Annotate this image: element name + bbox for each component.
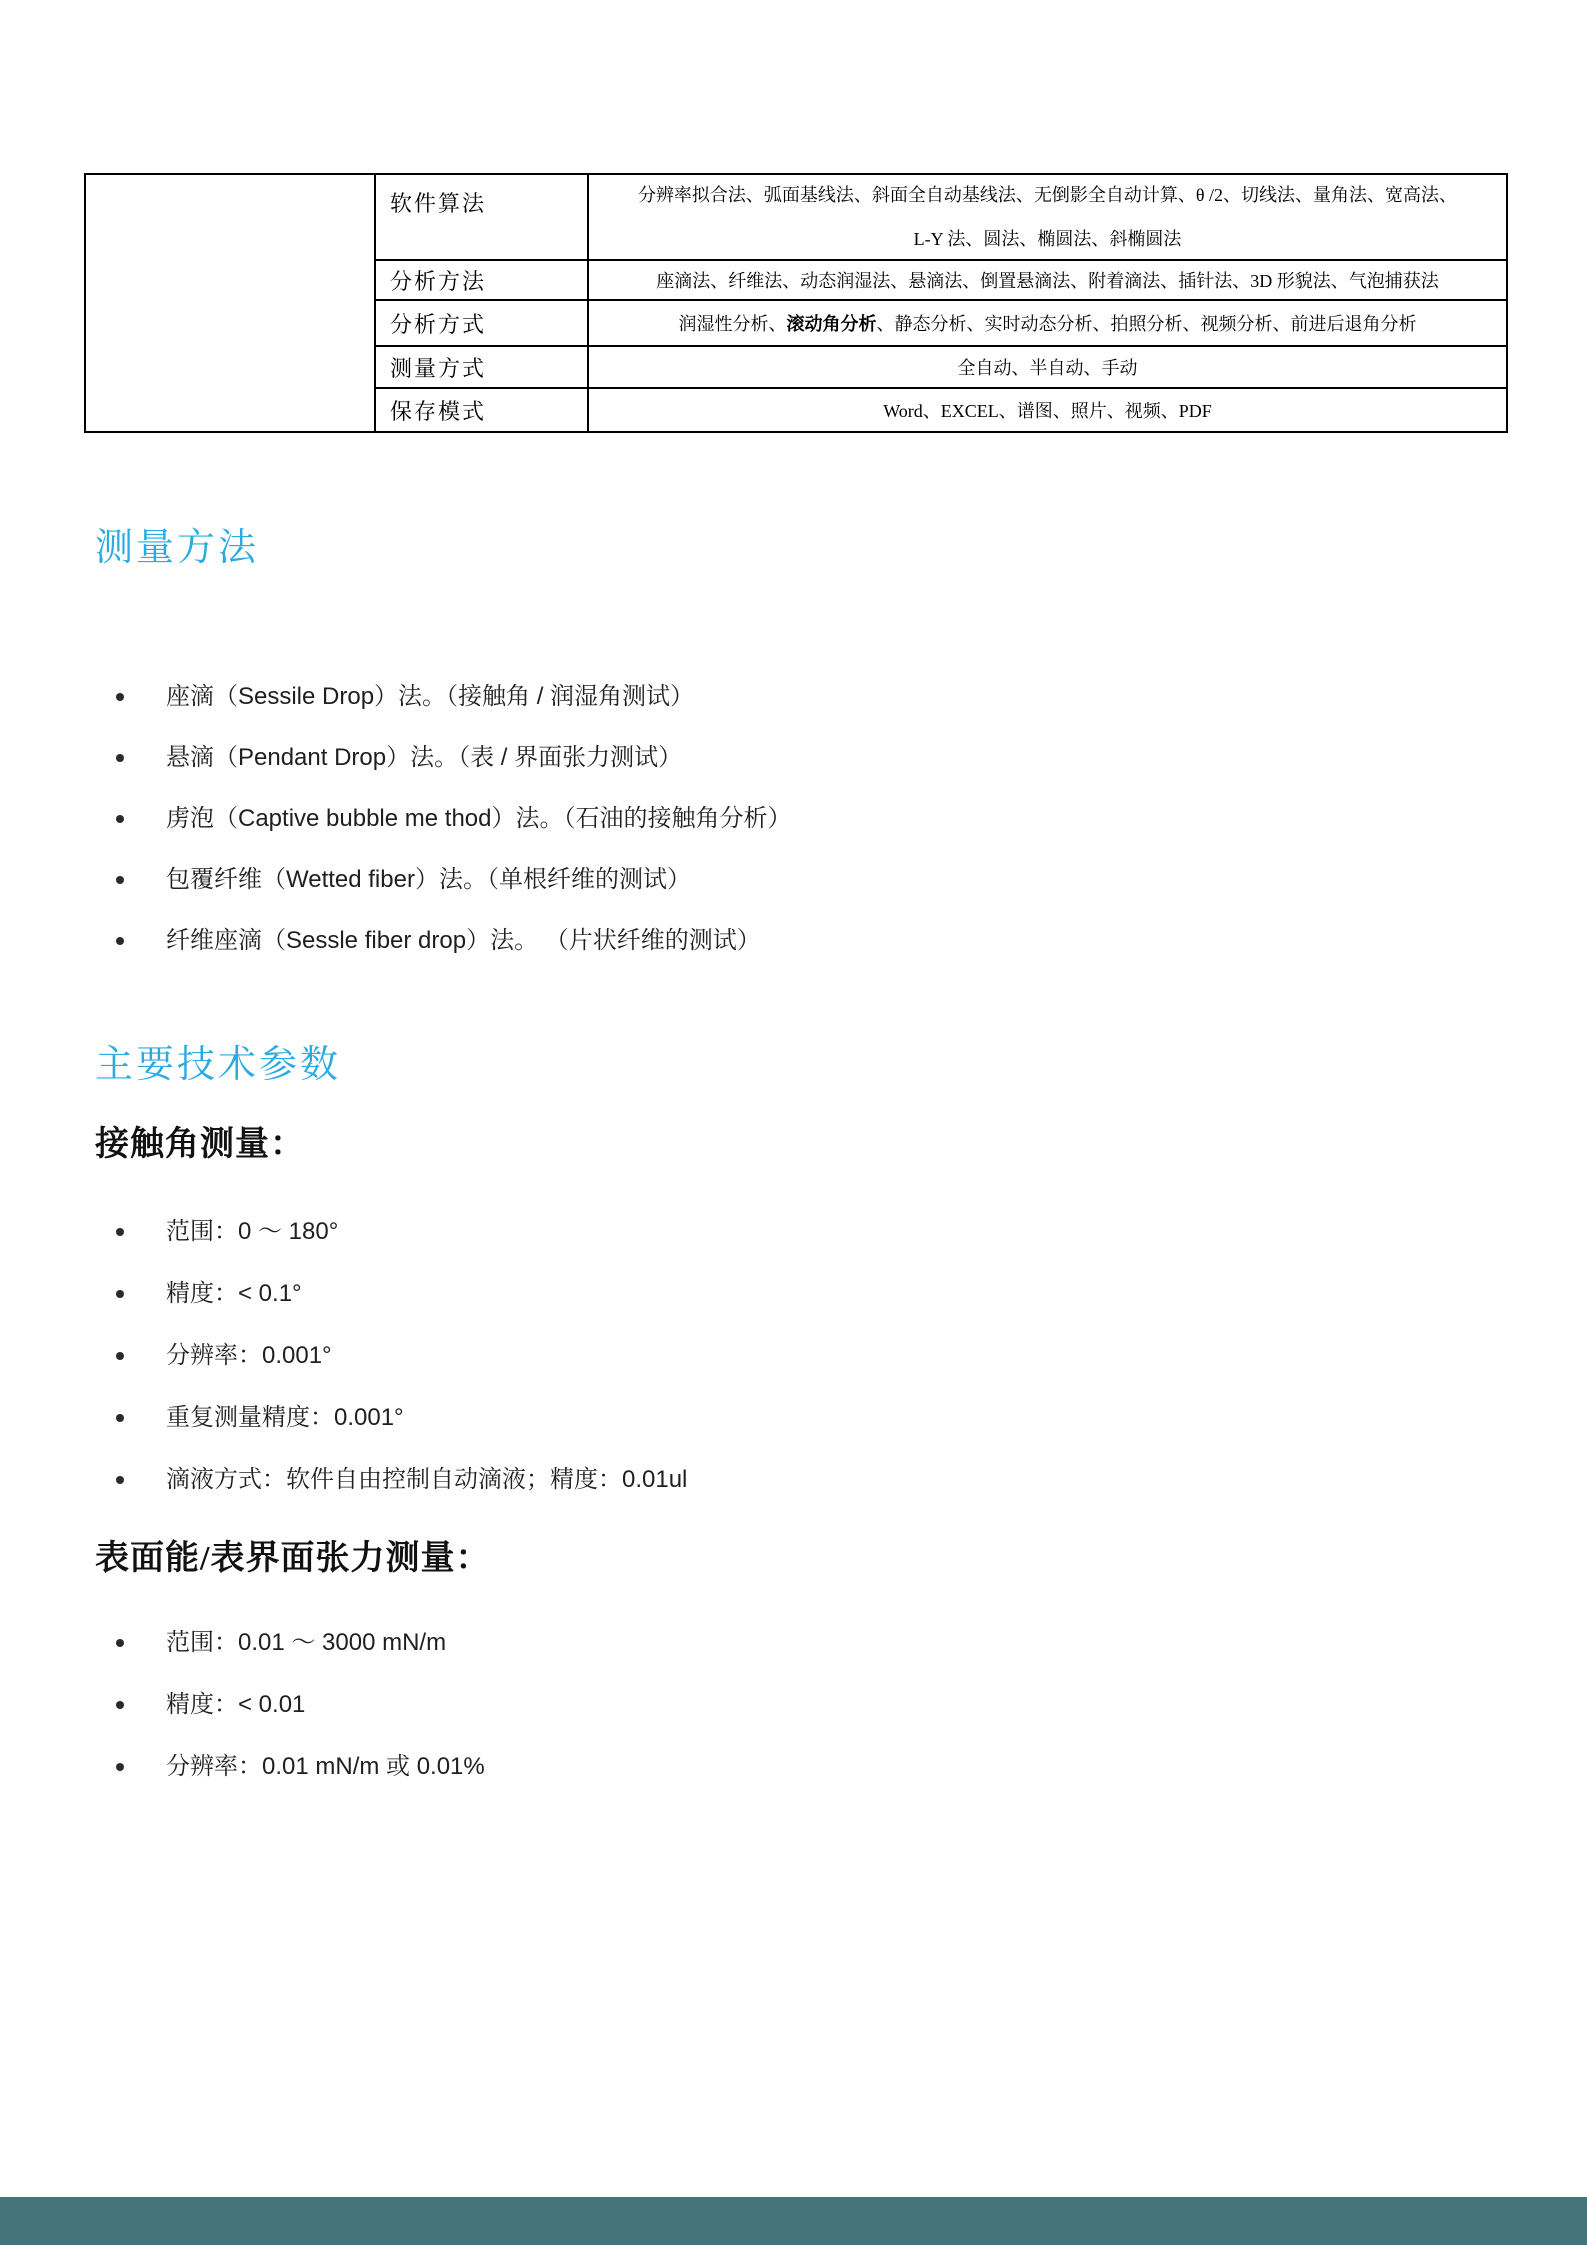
bullet-icon <box>116 1639 124 1647</box>
bullet-icon <box>116 1228 124 1236</box>
section-heading-technical-parameters: 主要技术参数 <box>95 1044 342 1086</box>
list-item: 重复测量精度：0.001° <box>116 1403 687 1433</box>
table-row-value-software-algorithms <box>587 175 1506 259</box>
list-item: 精度：< 0.1° <box>116 1279 687 1309</box>
bullet-icon <box>116 754 124 762</box>
table-value-line: 分辨率拟合法、弧面基线法、斜面全自动基线法、无倒影全自动计算、θ /2、切线法、量角法、宽高法、 <box>637 185 1458 205</box>
bullet-icon <box>116 693 124 701</box>
bullet-icon <box>116 1701 124 1709</box>
measurement-methods-list <box>116 682 792 987</box>
bullet-icon <box>116 1476 124 1484</box>
list-item: 精度：< 0.01 <box>116 1690 485 1720</box>
table-label: 测量方式 <box>390 355 487 381</box>
table-value: Word、EXCEL、谱图、照片、视频、PDF <box>883 401 1212 421</box>
bullet-icon <box>116 1352 124 1360</box>
table-row-value-save-modes <box>587 387 1506 431</box>
bullet-icon <box>116 1763 124 1771</box>
list-item: 包覆纤维（Wetted fiber）法。（单根纤维的测试） <box>116 865 792 895</box>
table-row-value-analysis-methods <box>587 259 1506 299</box>
spec-table <box>84 173 1508 433</box>
list-item: 滴液方式：软件自由控制自动滴液；精度：0.01ul <box>116 1465 687 1495</box>
table-value-line: L-Y 法、圆法、椭圆法、斜椭圆法 <box>913 229 1182 249</box>
table-label: 软件算法 <box>390 191 487 216</box>
bullet-icon <box>116 815 124 823</box>
surface-tension-spec-list <box>116 1628 485 1814</box>
bullet-icon <box>116 1290 124 1298</box>
subsection-heading-surface-tension: 表面能/表界面张力测量： <box>95 1540 491 1577</box>
list-item: 范围：0.01 ～ 3000 mN/m <box>116 1628 485 1658</box>
table-row-value-analysis-modes <box>587 299 1506 345</box>
page-footer-bar <box>0 2197 1587 2245</box>
table-row-label-software-algorithms <box>374 175 587 259</box>
bullet-icon <box>116 937 124 945</box>
list-item: 分辨率：0.01 mN/m 或 0.01% <box>116 1752 485 1782</box>
table-label: 保存模式 <box>390 398 487 424</box>
subsection-heading-contact-angle: 接触角测量： <box>95 1126 305 1163</box>
table-value: 座滴法、纤维法、动态润湿法、悬滴法、倒置悬滴法、附着滴法、插针法、3D 形貌法、气泡捕获法 <box>656 271 1439 291</box>
table-empty-cell <box>86 175 374 431</box>
list-item: 悬滴（Pendant Drop）法。（表 / 界面张力测试） <box>116 743 792 773</box>
list-item: 分辨率：0.001° <box>116 1341 687 1371</box>
table-label: 分析方法 <box>390 268 487 294</box>
list-item: 纤维座滴（Sessle fiber drop）法。 （片状纤维的测试） <box>116 926 792 956</box>
section-heading-measurement-methods: 测量方法 <box>95 527 260 569</box>
bullet-icon <box>116 1414 124 1422</box>
table-row-label-analysis-modes <box>374 299 587 345</box>
table-row-label-measurement-modes <box>374 345 587 387</box>
table-label: 分析方式 <box>390 311 487 337</box>
table-row-label-analysis-methods <box>374 259 587 299</box>
table-value: 全自动、半自动、手动 <box>957 358 1138 378</box>
table-row-value-measurement-modes <box>587 345 1506 387</box>
list-item: 座滴（Sessile Drop）法。（接触角 / 润湿角测试） <box>116 682 792 712</box>
list-item: 虏泡（Captive bubble me thod）法。（石油的接触角分析） <box>116 804 792 834</box>
table-row-label-save-modes <box>374 387 587 431</box>
list-item: 范围：0 ～ 180° <box>116 1217 687 1247</box>
bullet-icon <box>116 876 124 884</box>
contact-angle-spec-list <box>116 1217 687 1527</box>
table-value: 润湿性分析、滚动角分析、静态分析、实时动态分析、拍照分析、视频分析、前进后退角分析 <box>678 314 1417 334</box>
